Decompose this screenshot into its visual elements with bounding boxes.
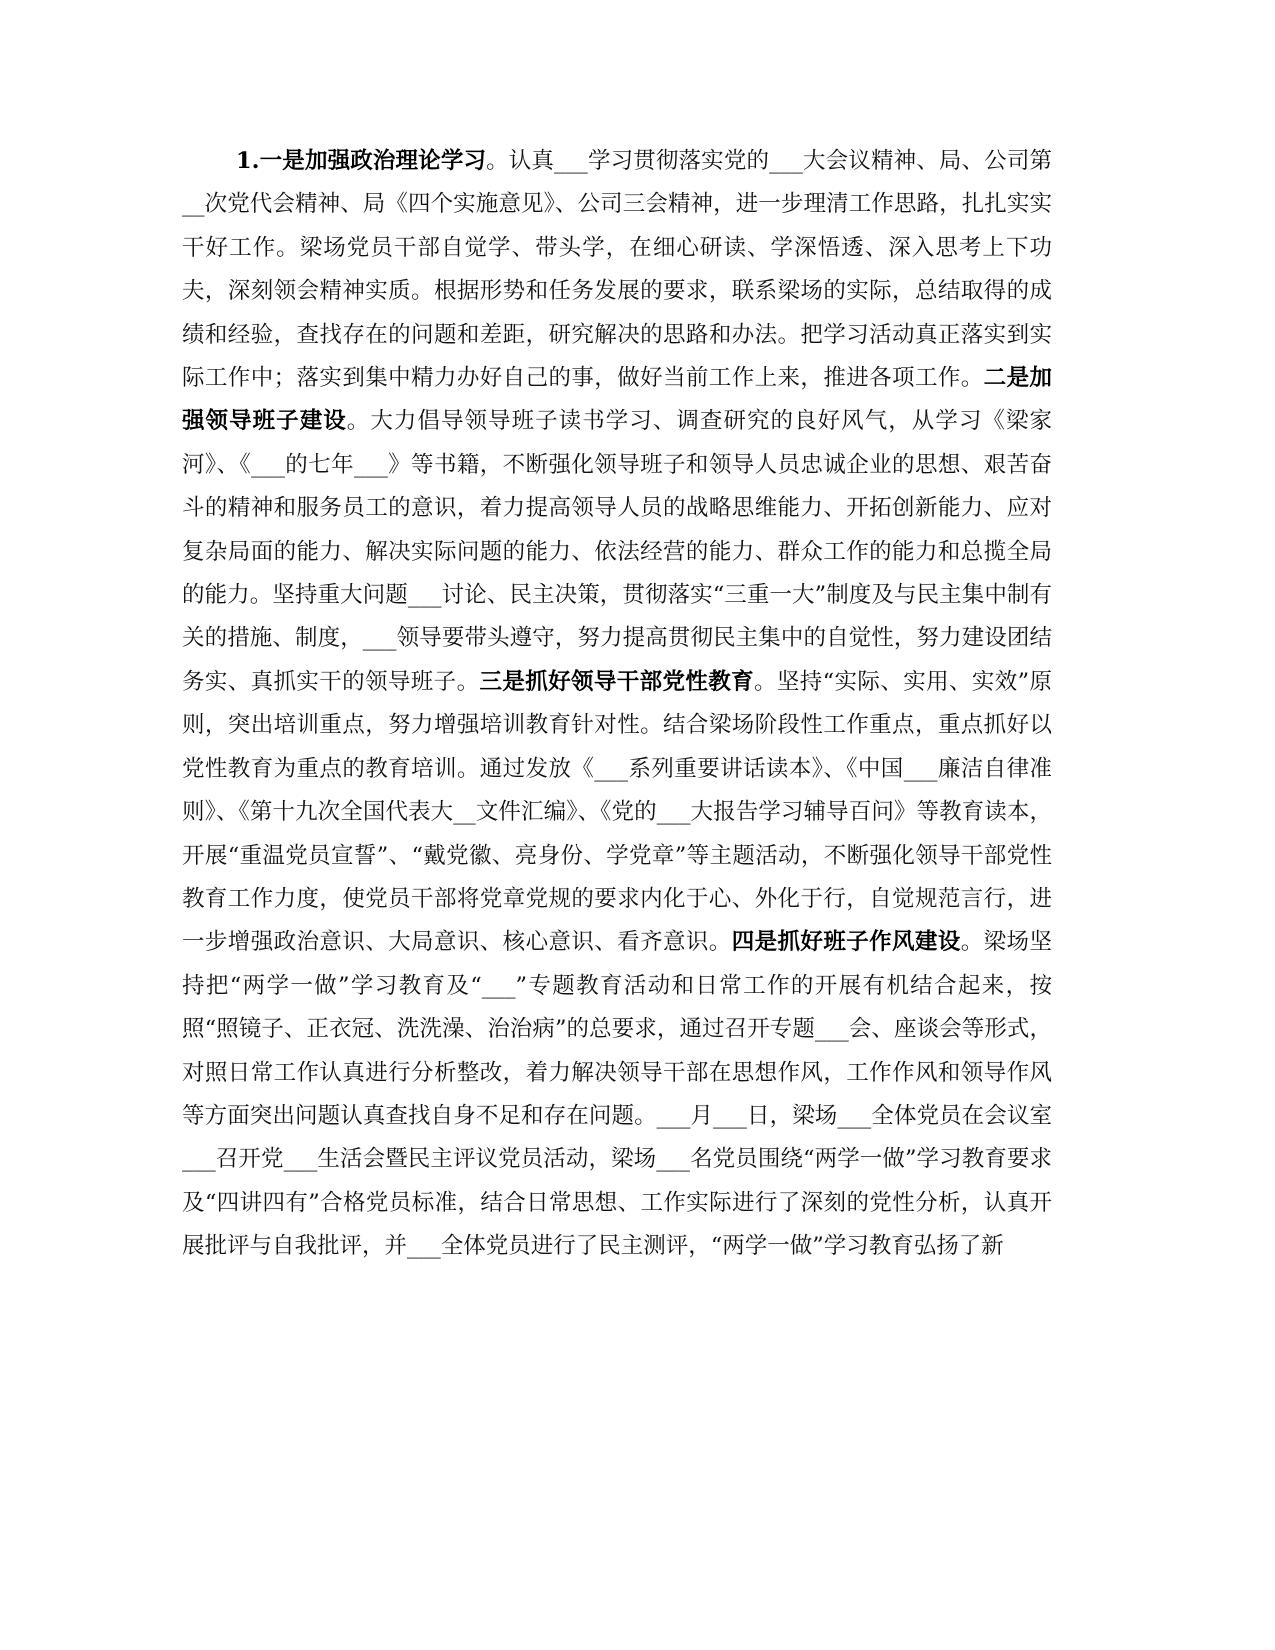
heading-leadership-building: 二是加强领导班子建设 [182, 365, 1052, 435]
text-party-education: 。坚持“实际、实用、实效”原则，突出培训重点，努力增强培训教育针对性。结合梁场阶段性工作重点，重点抓好以党性教育为重点的教育培训。通过发放《___系列重要讲话读本》、《中国___廉洁自律准则》、《第十九次全国代表大__文件汇编》、《党的___大报告学习辅导百问》等教育读本，开展“重温党员宣誓”、“戴党徽、亮身份、学党章”等主题活动，不断强化领导干部党性教育工作力度，使党员干部将党章党规的要求内化于心、外化于行，自觉规范言行，进一步增强政治意识、大局意识、核心意识、看齐意识。 [182, 668, 1052, 956]
text-leadership-building: 。大力倡导领导班子读书学习、调查研究的良好风气，从学习《梁家河》、《___的七年___》等书籍，不断强化领导班子和领导人员忠诚企业的思想、艰苦奋斗的精神和服务员工的意识，着力提高领导人员的战略思维能力、开拓创新能力、应对复杂局面的能力、解决实际问题的能力、依法经营的能力、群众工作的能力和总揽全局的能力。坚持重大问题___讨论、民主决策，贯彻落实“三重一大”制度及与民主集中制有关的措施、制度，___领导要带头遵守，努力提高贯彻民主集中的自觉性，努力建设团结务实、真抓实干的领导班子。 [182, 408, 1052, 695]
text-work-style: 。梁场坚持把“两学一做”学习教育及“___”专题教育活动和日常工作的开展有机结合起来，按照“照镜子、正衣冠、洗洗澡、治治病”的总要求，通过召开专题___会、座谈会等形式，对照日常工作认真进行分析整改，着力解决领导干部在思想作风，工作作风和领导作风等方面突出问题认真查找自身不足和存在问题。___月___日，梁场___全体党员在会议室___召开党___生活会暨民主评议党员活动，梁场___名党员围绕“两学一做”学习教育要求及“四讲四有”合格党员标准，结合日常思想、工作实际进行了深刻的党性分析，认真开展批评与自我批评，并___全体党员进行了民主测评，“两学一做”学习教育弘扬了新 [182, 929, 1052, 1260]
heading-political-study: 一是加强政治理论学习 [259, 148, 487, 174]
body-paragraph [182, 140, 1052, 1269]
text-political-study: 。认真___学习贯彻落实党的___大会议精神、局、公司第__次党代会精神、局《四个实施意见》、公司三会精神，进一步理清工作思路，扎扎实实干好工作。梁场党员干部自觉学、带头学，在细心研读、学深悟透、深入思考上下功夫，深刻领会精神实质。根据形势和任务发展的要求，联系梁场的实际，总结取得的成绩和经验，查找存在的问题和差距，研究解决的思路和办法。把学习活动真正落实到实际工作中；落实到集中精力办好自己的事，做好当前工作上来，推进各项工作。 [182, 148, 1052, 392]
heading-party-education: 三是抓好领导干部党性教育 [479, 668, 755, 695]
heading-work-style: 四是抓好班子作风建设 [731, 929, 961, 956]
item-number: 1. [236, 148, 260, 174]
